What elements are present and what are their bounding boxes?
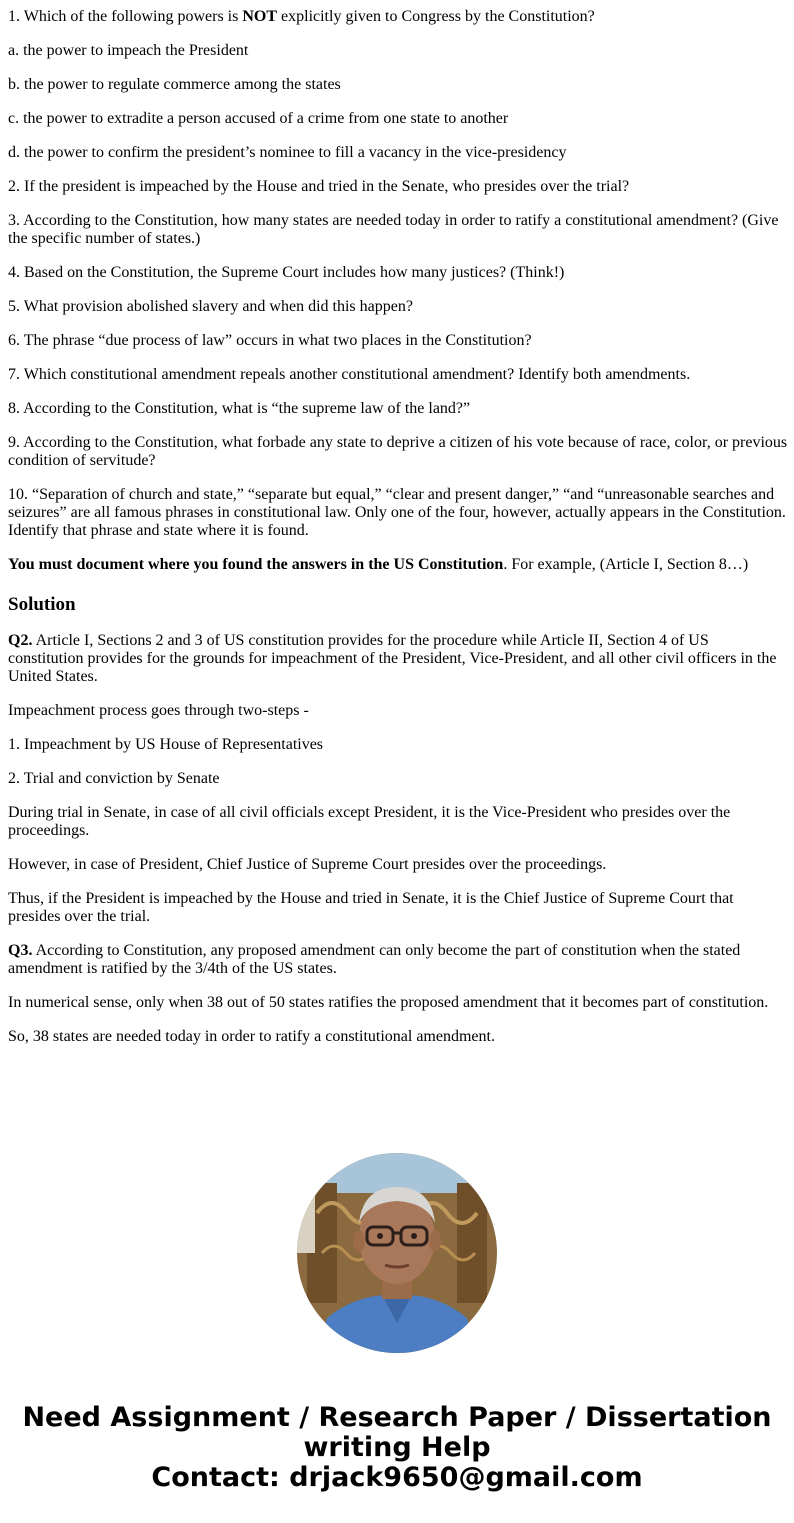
promo-line-2: writing Help xyxy=(303,1432,491,1463)
question-1-emphasis: NOT xyxy=(242,8,278,25)
question-4: 4. Based on the Constitution, the Supreme Court includes how many justices? (Think!) xyxy=(8,264,565,281)
paragraph-so: So, 38 states are needed today in order to ratify a constitutional amendment. xyxy=(8,1028,495,1045)
process-step-2: 2. Trial and conviction by Senate xyxy=(8,770,220,787)
promo-banner xyxy=(0,1403,794,1493)
paragraph-however: However, in case of President, Chief Justice of Supreme Court presides over the proceedings. xyxy=(8,856,607,873)
option-a: a. the power to impeach the President xyxy=(8,42,249,59)
solution-heading: Solution xyxy=(8,594,76,615)
question-10: 10. “Separation of church and state,” “separate but equal,” “clear and present danger,” “and “unreasonable searches and seizures” are all famous phrases in constitutional law. Only one of the four, however, actually appears in the Constitution. Identify that phrase and state where it is found. xyxy=(8,486,786,539)
option-c: c. the power to extradite a person accused of a crime from one state to another xyxy=(8,110,509,127)
instruction: You must document where you found the answers in the US Constitution. For example, (Article I, Section 8…) xyxy=(8,556,749,573)
paragraph-thus: Thus, if the President is impeached by the House and tried in Senate, it is the Chief Justice of Supreme Court that presides over the trial. xyxy=(8,890,734,925)
author-avatar-photo xyxy=(297,1153,497,1353)
solution-q2: Q2. Article I, Sections 2 and 3 of US constitution provides for the procedure while Article II, Section 4 of US constitution provides for the grounds for impeachment of the President, Vice-President, and all other civil officers in the United States. xyxy=(8,632,777,685)
question-2: 2. If the president is impeached by the House and tried in the Senate, who presides over the trial? xyxy=(8,178,630,195)
portrait-image xyxy=(297,1153,497,1353)
option-b: b. the power to regulate commerce among the states xyxy=(8,76,341,93)
process-step-1: 1. Impeachment by US House of Representatives xyxy=(8,736,324,753)
process-intro: Impeachment process goes through two-steps - xyxy=(8,702,309,719)
promo-line-1: Need Assignment / Research Paper / Dissertation xyxy=(22,1402,772,1433)
question-8: 8. According to the Constitution, what is “the supreme law of the land?” xyxy=(8,400,471,417)
promo-contact: Contact: drjack9650@gmail.com xyxy=(151,1462,643,1493)
question-7: 7. Which constitutional amendment repeals another constitutional amendment? Identify both amendments. xyxy=(8,366,691,383)
solution-q2-label: Q2. xyxy=(8,632,33,649)
paragraph-numerical: In numerical sense, only when 38 out of 50 states ratifies the proposed amendment that it becomes part of constitution. xyxy=(8,994,769,1011)
question-1: 1. Which of the following powers is NOT explicitly given to Congress by the Constitution? xyxy=(8,8,595,25)
solution-q3: Q3. According to Constitution, any proposed amendment can only become the part of constitution when the stated amendment is ratified by the 3/4th of the US states. xyxy=(8,942,741,977)
question-3: 3. According to the Constitution, how many states are needed today in order to ratify a constitutional amendment? (Give the specific number of states.) xyxy=(8,212,779,247)
paragraph-trial: During trial in Senate, in case of all civil officials except President, it is the Vice-President who presides over the proceedings. xyxy=(8,804,731,839)
option-d: d. the power to confirm the president’s nominee to fill a vacancy in the vice-presidency xyxy=(8,144,567,161)
document-body xyxy=(8,8,788,1062)
solution-q3-label: Q3. xyxy=(8,942,33,959)
question-5: 5. What provision abolished slavery and when did this happen? xyxy=(8,298,413,315)
question-6: 6. The phrase “due process of law” occurs in what two places in the Constitution? xyxy=(8,332,532,349)
question-9: 9. According to the Constitution, what forbade any state to deprive a citizen of his vote because of race, color, or previous condition of servitude? xyxy=(8,434,788,469)
